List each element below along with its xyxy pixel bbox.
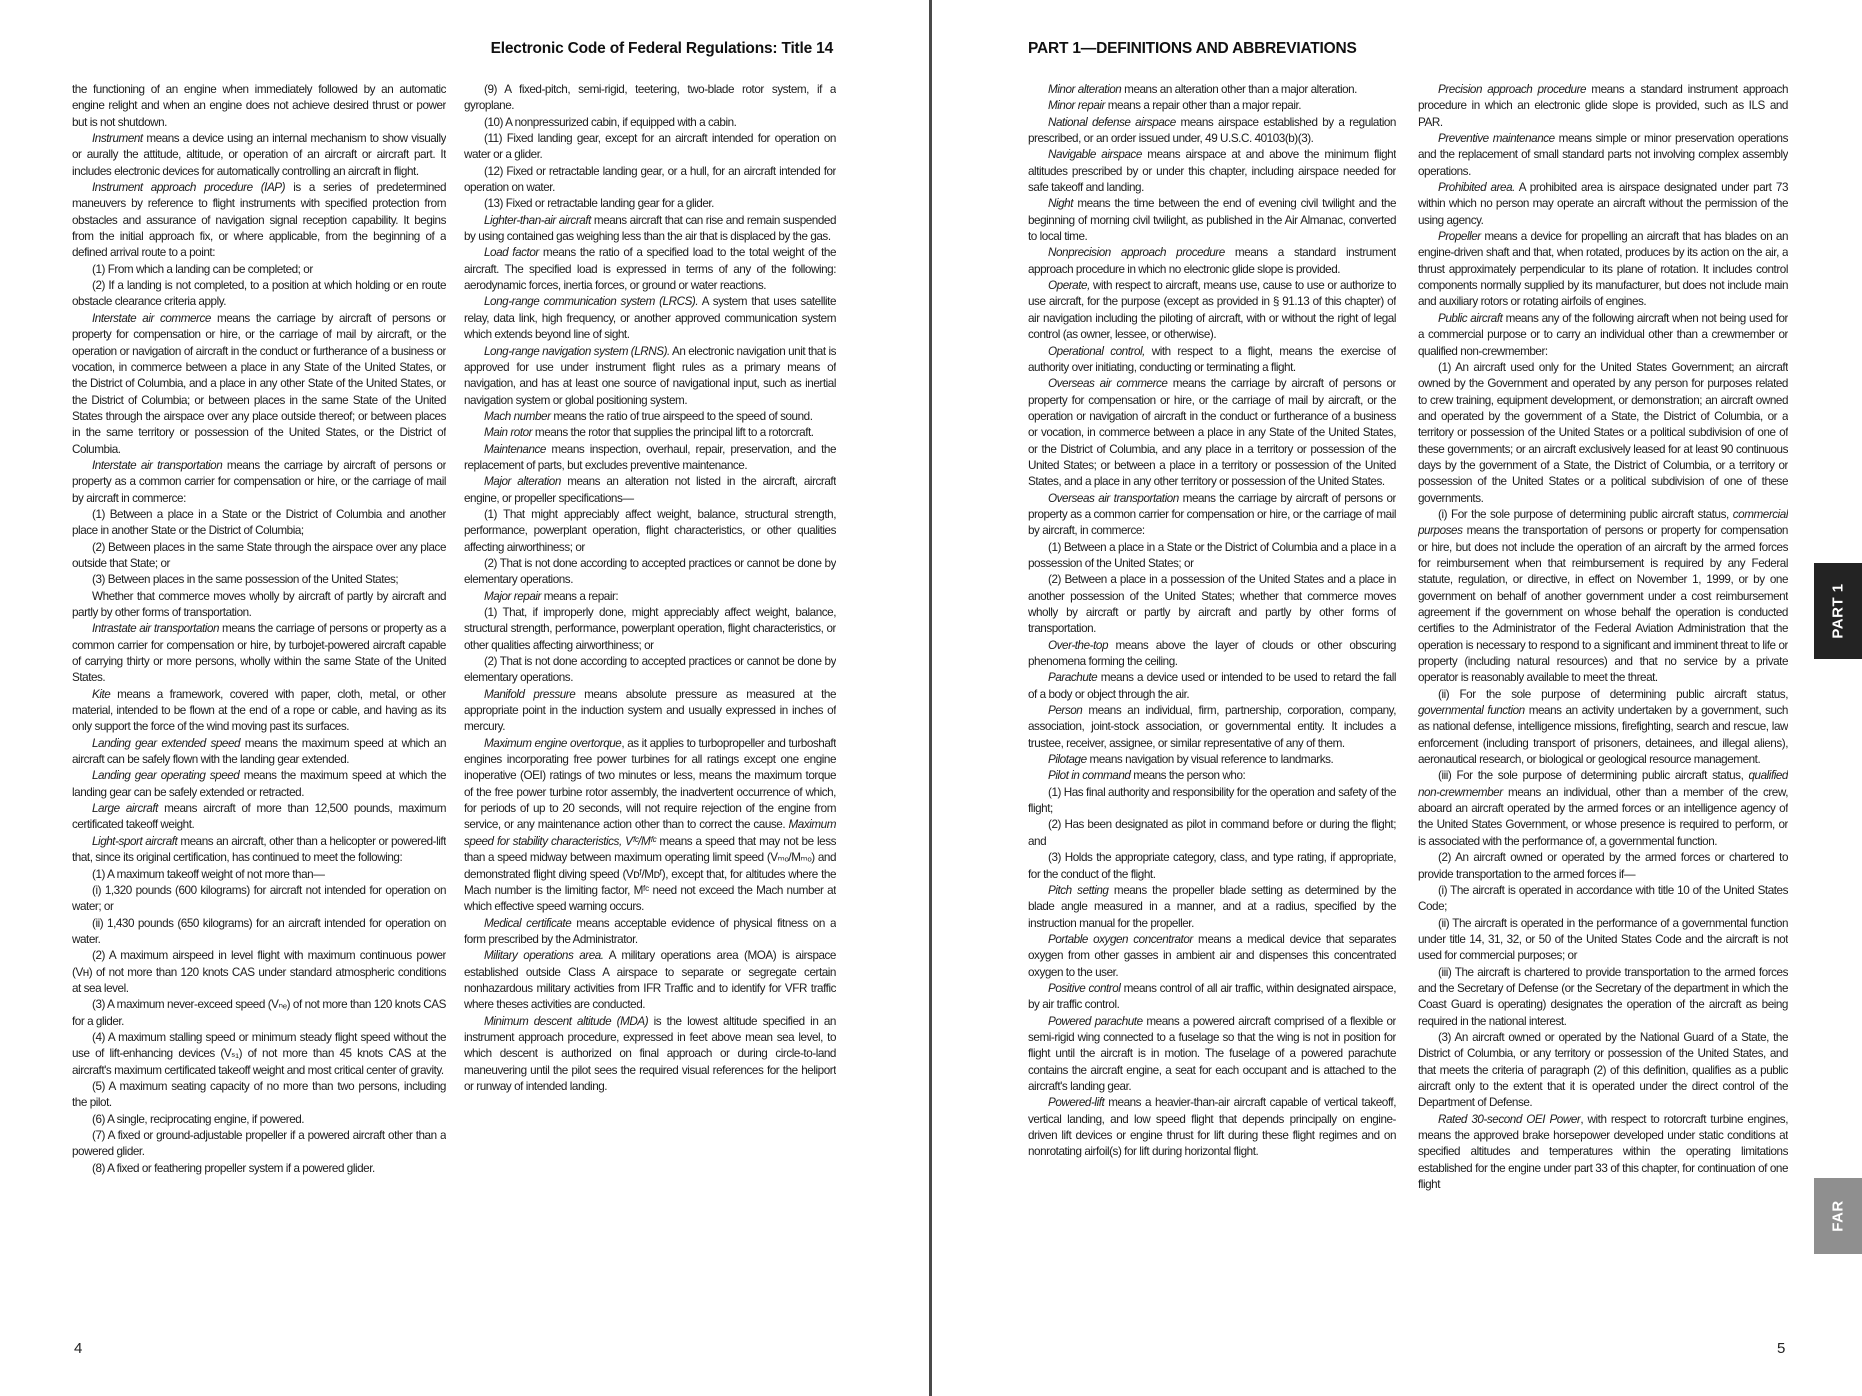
right-column-2 — [1418, 82, 1788, 1302]
definition-paragraph: Maximum engine overtorque, as it applies to turbopropeller and turboshaft engines incorporating free power turbines for all ratings except one engine inoperative (OEI) ratings of two minutes or less, means the maximum torque of the free power turbine rotor assembly, the inadvertent occurrence of which, for periods of up to 20 seconds, will not require rejection of the engine from service, or any maintenance action other than to correct the cause. Maximum speed for stability characteristics, Vᶠᶜ/Mᶠᶜ means a speed that may not be less than a speed midway between maximum operating limit speed (Vₘₒ/Mₘₒ) and demonstrated flight diving speed (Vᴅᶠ/Mᴅᶠ), except that, for altitudes where the Mach number is the limiting factor, Mᶠᶜ need not exceed the Mach number at which effective speed warning occurs. — [464, 736, 836, 914]
definition-paragraph: Interstate air transportation means the carriage by aircraft of persons or property as a common carrier for compensation or hire, or the carriage of mail by aircraft in commerce: — [72, 458, 446, 505]
defined-term: Person — [1048, 704, 1083, 718]
definition-paragraph: Minor repair means a repair other than a major repair. — [1048, 99, 1302, 113]
text-paragraph: (4) A maximum stalling speed or minimum steady flight speed without the use of lift-enhancing devices (Vₛ₁) of not more than 45 knots CAS at the aircraft's maximum certificated takeoff weight and most critical center of gravity. — [72, 1030, 446, 1077]
part-1-tab[interactable] — [1814, 563, 1862, 659]
defined-term: Interstate air commerce — [92, 311, 211, 325]
definition-paragraph: Minor alteration means an alteration other than a major alteration. — [1048, 83, 1357, 96]
definition-paragraph: Overseas air commerce means the carriage by aircraft of persons or property for compensation or hire, or the carriage of mail by aircraft, or the operation or navigation of aircraft in the conduct or furtherance of a business or vocation, in commerce between a place in any State of the United States, or the District of Columbia, and any place in a territory or possession of the United States; or between a place in a territory or possession of the United States, and a place in any other territory or possession of the United States. — [1028, 377, 1396, 489]
definition-paragraph: Pilotage means navigation by visual reference to landmarks. — [1048, 753, 1334, 767]
definition-paragraph: Kite means a framework, covered with paper, cloth, metal, or other material, intended to be flown at the end of a rope or cable, and having as its only support the force of the wind moving past its surfaces. — [72, 687, 446, 734]
definition-paragraph: Nonprecision approach procedure means a standard instrument approach procedure in which no electronic glide slope is provided. — [1028, 246, 1396, 276]
defined-term: Minimum descent altitude (MDA) — [484, 1014, 649, 1028]
defined-term: National defense airspace — [1048, 115, 1176, 129]
definition-paragraph: Preventive maintenance means simple or minor preservation operations and the replacement of small standard parts not involving complex assembly operations. — [1418, 132, 1788, 178]
definition-paragraph: Night means the time between the end of evening civil twilight and the beginning of morning civil twilight, as published in the Air Almanac, converted to local time. — [1028, 197, 1396, 244]
definition-paragraph: Public aircraft means any of the following aircraft when not being used for a commercial purpose or to carry an individual other than a crewmember or qualified non-crewmember: — [1418, 311, 1788, 358]
text-paragraph: (2) Between a place in a possession of the United States and a place in another possession of the United States; whether that commerce moves wholly by aircraft or partly by aircraft and partly by other forms of transportation. — [1028, 573, 1396, 636]
defined-term: commercial purposes — [1418, 507, 1788, 538]
defined-term: Major alteration — [484, 475, 561, 489]
text-paragraph: (10) A nonpressurized cabin, if equipped with a cabin. — [484, 115, 737, 129]
definition-paragraph: Landing gear extended speed means the maximum speed at which an aircraft can be safely flown with the landing gear extended. — [72, 736, 446, 767]
definition-paragraph: Navigable airspace means airspace at and above the minimum flight altitudes prescribed by or under this chapter, including airspace needed for safe takeoff and landing. — [1028, 148, 1396, 195]
defined-term: Operate, — [1048, 279, 1090, 293]
definition-paragraph: Over-the-top means above the layer of clouds or other obscuring phenomena forming the ceiling. — [1028, 638, 1396, 669]
defined-term: Propeller — [1438, 230, 1481, 244]
text-paragraph: (ii) For the sole purpose of determining public aircraft status, governmental function means an activity undertaken by a government, such as national defense, intelligence missions, firefighting, search and rescue, law enforcement (including transport of prisoners, detainees, and illegal aliens), aeronautical research, or biological or geological resource management. — [1418, 687, 1788, 767]
defined-term: Powered parachute — [1048, 1014, 1143, 1028]
definition-paragraph: Prohibited area. A prohibited area is airspace designated under part 73 within which no person may operate an aircraft without the permission of the using agency. — [1418, 181, 1788, 227]
text-paragraph: (2) A maximum airspeed in level flight with maximum continuous power (Vʜ) of not more than 120 knots CAS under standard atmospheric conditions at sea level. — [72, 949, 446, 995]
defined-term: Positive control — [1048, 981, 1121, 995]
text-paragraph: (iii) For the sole purpose of determining public aircraft status, qualified non-crewmember means an individual, other than a member of the crew, aboard an aircraft operated by the armed forces or an intelligence agency of the United States Government, or whose presence is required to perform, or is associated with the performance of, a governmental function. — [1418, 769, 1788, 848]
defined-term: Maintenance — [484, 442, 546, 456]
definition-paragraph: Powered parachute means a powered aircraft comprised of a flexible or semi-rigid wing connected to a fuselage so that the wing is not in position for flight until the aircraft is in motion. The fuselage of a powered parachute contains the aircraft engine, a seat for each occupant and is attached to the aircraft's landing gear. — [1028, 1014, 1396, 1093]
defined-term: Load factor — [484, 246, 539, 260]
defined-term: Pilotage — [1048, 753, 1087, 767]
defined-term: Pitch setting — [1048, 883, 1109, 897]
definition-paragraph: Major alteration means an alteration not listed in the aircraft, aircraft engine, or propeller specifications— — [464, 475, 836, 505]
defined-term: Kite — [92, 687, 111, 701]
text-paragraph: Whether that commerce moves wholly by aircraft of partly by aircraft and partly by other forms of transportation. — [72, 589, 446, 619]
defined-term: Instrument — [92, 132, 143, 146]
text-paragraph: (3) Holds the appropriate category, class, and type rating, if appropriate, for the conduct of the flight. — [1028, 851, 1396, 881]
text-paragraph: (iii) The aircraft is chartered to provide transportation to the armed forces and the Secretary of Defense (or the Secretary of the department in which the Coast Guard is operating) designates the operation of the aircraft as being required in the national interest. — [1418, 965, 1788, 1028]
text-paragraph: (ii) The aircraft is operated in the performance of a governmental function under title 14, 31, 32, or 50 of the United States Code and the aircraft is not used for commercial purposes; or — [1418, 916, 1788, 963]
right-column-1 — [1028, 82, 1396, 1302]
definition-paragraph: Main rotor means the rotor that supplies the principal lift to a rotorcraft. — [484, 426, 814, 440]
definition-paragraph: Operate, with respect to aircraft, means use, cause to use or authorize to use aircraft, for the purpose (except as provided in § 91.13 of this chapter) of air navigation including the piloting of aircraft, with or without the right of legal control (as owner, lessee, or otherwise). — [1028, 279, 1396, 342]
defined-term: Landing gear extended speed — [92, 736, 241, 750]
definition-paragraph: Portable oxygen concentrator means a medical device that separates oxygen from other gasses in ambient air and dispenses this concentrated oxygen to the user. — [1028, 932, 1396, 979]
defined-term: Mach number — [484, 409, 551, 423]
definition-paragraph: Lighter-than-air aircraft means aircraft that can rise and remain suspended by using contained gas weighing less than the air that is displaced by the gas. — [464, 213, 836, 244]
text-paragraph: (12) Fixed or retractable landing gear, or a hull, for an aircraft intended for operation on water. — [464, 164, 836, 195]
definition-paragraph: National defense airspace means airspace established by a regulation prescribed, or an order issued under, 49 U.S.C. 40103(b)(3). — [1028, 115, 1396, 146]
text-paragraph: (i) For the sole purpose of determining public aircraft status, commercial purposes means the transportation of persons or property for compensation or hire, but does not include the operation of an aircraft by the armed forces for reimbursement when that reimbursement is required by any Federal statute, regulation, or directive, in effect on November 1, 1999, or by one government on behalf of another government under a cost reimbursement agreement if the government on whose behalf the operation is conducted certifies to the Administrator of the Federal Aviation Administration that the operation is necessary to respond to a significant and imminent threat to life or property (including natural resources) and that no service by a private operator is reasonably available to meet the threat. — [1418, 507, 1788, 685]
page-number-right: 5 — [1777, 1340, 1786, 1357]
text-paragraph: (11) Fixed landing gear, except for an aircraft intended for operation on water or a glider. — [464, 132, 836, 162]
text-paragraph: (1) Between a place in a State or the District of Columbia and another place in another State or the District of Columbia; — [72, 507, 446, 538]
defined-term: qualified non-crewmember — [1418, 769, 1788, 799]
text-paragraph: (8) A fixed or feathering propeller system if a powered glider. — [92, 1161, 375, 1175]
defined-term: Overseas air transportation — [1048, 491, 1179, 505]
running-head-left: Electronic Code of Federal Regulations: Title 14 — [490, 40, 833, 57]
definition-paragraph: Operational control, with respect to a flight, means the exercise of authority over initiating, conducting or terminating a flight. — [1028, 344, 1396, 374]
definition-paragraph: Major repair means a repair: — [484, 589, 619, 603]
text-paragraph: (7) A fixed or ground-adjustable propeller if a powered aircraft other than a powered glider. — [72, 1129, 446, 1159]
defined-term: Instrument approach procedure (IAP) — [92, 181, 286, 195]
text-paragraph: (1) An aircraft used only for the United States Government; an aircraft owned by the Government and operated by any person for purposes related to crew training, equipment development, or demonstration; an aircraft owned and operated by the government of a State, the District of Columbia, or a territory or possession of the United States or a political subdivision of one of these governments; or an aircraft exclusively leased for at least 90 continuous days by the government of a State, the District of Columbia, or a territory or possession of the United States or a political subdivision of one of these governments. — [1418, 360, 1788, 505]
defined-term: Military operations area. — [484, 949, 604, 963]
defined-term: Operational control, — [1048, 344, 1145, 358]
defined-term: Powered-lift — [1048, 1096, 1105, 1110]
defined-term: Landing gear operating speed — [92, 769, 240, 783]
defined-term: Light-sport aircraft — [92, 834, 178, 848]
definition-paragraph: Medical certificate means acceptable evidence of physical fitness on a form prescribed by the Administrator. — [464, 916, 836, 946]
text-paragraph: (1) Has final authority and responsibility for the operation and safety of the flight; — [1028, 785, 1396, 816]
text-paragraph: (1) That might appreciably affect weight, balance, structural strength, performance, powerplant operation, flight characteristics, or other qualities affecting airworthiness; or — [464, 507, 836, 554]
definition-paragraph: Person means an individual, firm, partnership, corporation, company, association, joint-stock association, or governmental entity. It includes a trustee, receiver, assignee, or similar representative of any of them. — [1028, 704, 1396, 750]
defined-term: Portable oxygen concentrator — [1048, 932, 1193, 946]
definition-paragraph: Large aircraft means aircraft of more than 12,500 pounds, maximum certificated takeoff weight. — [72, 802, 446, 832]
text-paragraph: (3) Between places in the same possession of the United States; — [92, 573, 399, 587]
text-paragraph: (i) 1,320 pounds (600 kilograms) for aircraft not intended for operation on water; or — [72, 883, 446, 914]
text-paragraph: (2) Has been designated as pilot in command before or during the flight; and — [1028, 818, 1396, 848]
definition-paragraph: Load factor means the ratio of a specified load to the total weight of the aircraft. The specified load is expressed in terms of any of the following: aerodynamic forces, inertia forces, or ground or water reactions. — [464, 246, 836, 293]
text-paragraph: (2) That is not done according to accepted practices or cannot be done by elementary operations. — [464, 556, 836, 587]
left-page — [0, 0, 930, 1396]
defined-term: governmental function — [1418, 704, 1525, 718]
text-paragraph: (5) A maximum seating capacity of no more than two persons, including the pilot. — [72, 1079, 446, 1110]
defined-term: Over-the-top — [1048, 638, 1108, 652]
text-paragraph: (3) A maximum never-exceed speed (Vₙₑ) of not more than 120 knots CAS for a glider. — [72, 998, 446, 1028]
right-page — [932, 0, 1862, 1396]
far-tab-label: FAR — [1829, 1200, 1847, 1232]
definition-paragraph: Positive control means control of all air traffic, within designated airspace, by air traffic control. — [1028, 981, 1396, 1012]
definition-paragraph: Rated 30-second OEI Power, with respect to rotorcraft turbine engines, means the approved brake horsepower developed under static conditions at specified altitudes and temperatures within the operating limitations established for the engine under part 33 of this chapter, for continuation of one flight — [1418, 1112, 1788, 1192]
defined-term: Manifold pressure — [484, 687, 576, 701]
definition-paragraph: Interstate air commerce means the carriage by aircraft of persons or property for compensation or hire, or the carriage of mail by aircraft, or the operation or navigation of aircraft in the conduct or furtherance of a business or vocation, in commerce between a place in any State of the United States, or the District of Columbia, and a place in any other State of the United States, or the District of Columbia; or between places in the same State of the United States through the airspace over any place outside thereof; or between places in the same territory or possession of the United States, or the District of Columbia. — [72, 311, 446, 456]
running-head-right: PART 1—DEFINITIONS AND ABBREVIATIONS — [1028, 40, 1357, 57]
left-column-2 — [464, 82, 836, 1302]
defined-term: Medical certificate — [484, 916, 572, 930]
defined-term: Long-range navigation system (LRNS). — [484, 344, 670, 358]
definition-paragraph: Intrastate air transportation means the carriage of persons or property as a common carrier for compensation or hire, by turbojet-powered aircraft capable of carrying thirty or more persons, wholly within the same State of the United States. — [72, 622, 446, 685]
definition-paragraph: Light-sport aircraft means an aircraft, other than a helicopter or powered-lift that, since its original certification, has continued to meet the following: — [72, 834, 446, 865]
defined-term: Maximum speed for stability characteristics, Vᶠᶜ/Mᶠᶜ — [464, 818, 836, 848]
defined-term: Prohibited area. — [1438, 181, 1515, 195]
text-paragraph: the functioning of an engine when immediately followed by an automatic engine relight and when an engine does not achieve desired thrust or power but is not shutdown. — [72, 83, 446, 129]
page-number-left: 4 — [74, 1340, 83, 1357]
defined-term: Major repair — [484, 589, 541, 603]
defined-term: Maximum engine overtorque — [484, 736, 622, 750]
text-paragraph: (2) That is not done according to accepted practices or cannot be done by elementary operations. — [464, 655, 836, 685]
text-paragraph: (3) An aircraft owned or operated by the National Guard of a State, the District of Columbia, or any territory or possession of the United States, and that meets the criteria of paragraph (2) of this definition, qualifies as a public aircraft only to the extent that it is operated under the direct control of the Department of Defense. — [1418, 1030, 1788, 1110]
defined-term: Minor repair — [1048, 99, 1105, 113]
defined-term: Pilot in command — [1048, 769, 1131, 783]
definition-paragraph: Manifold pressure means absolute pressure as measured at the appropriate point in the induction system and usually expressed in inches of mercury. — [464, 687, 836, 734]
defined-term: Navigable airspace — [1048, 148, 1142, 162]
far-tab[interactable] — [1814, 1178, 1862, 1254]
definition-paragraph: Maintenance means inspection, overhaul, repair, preservation, and the replacement of parts, but excludes preventive maintenance. — [464, 442, 836, 472]
definition-paragraph: Propeller means a device for propelling an aircraft that has blades on an engine-driven shaft and that, when rotated, produces by its action on the air, a thrust approximately perpendicular to its plane of rotation. It includes control components normally supplied by its manufacturer, but does not include main and auxiliary rotors or rotating airfoils of engines. — [1418, 230, 1788, 309]
definition-paragraph: Parachute means a device used or intended to be used to retard the fall of a body or object through the air. — [1028, 671, 1396, 701]
definition-paragraph: Military operations area. A military operations area (MOA) is airspace established outside Class A airspace to separate or segregate certain nonhazardous military activities from IFR Traffic and to identify for VFR traffic where theses activities are conducted. — [464, 949, 836, 1012]
part-1-tab-label: PART 1 — [1829, 583, 1847, 639]
definition-paragraph: Mach number means the ratio of true airspeed to the speed of sound. — [484, 409, 813, 423]
defined-term: Preventive maintenance — [1438, 132, 1555, 146]
definition-paragraph: Powered-lift means a heavier-than-air aircraft capable of vertical takeoff, vertical landing, and low speed flight that depends principally on engine-driven lift devices or engine thrust for lift during these flight regimes and on nonrotating airfoil(s) for lift during horizontal flight. — [1028, 1096, 1396, 1159]
text-paragraph: (9) A fixed-pitch, semi-rigid, teetering, two-blade rotor system, if a gyroplane. — [464, 83, 836, 113]
defined-term: Rated 30-second OEI Power — [1438, 1112, 1581, 1126]
text-paragraph: (1) A maximum takeoff weight of not more than— — [92, 867, 325, 881]
definition-paragraph: Landing gear operating speed means the maximum speed at which the landing gear can be safely extended or retracted. — [72, 769, 446, 799]
text-paragraph: (6) A single, reciprocating engine, if powered. — [92, 1112, 305, 1126]
definition-paragraph: Instrument means a device using an internal mechanism to show visually or aurally the attitude, altitude, or operation of an aircraft or aircraft part. It includes electronic devices for automatically controlling an aircraft in flight. — [72, 132, 446, 178]
defined-term: Nonprecision approach procedure — [1048, 246, 1225, 260]
definition-paragraph: Pilot in command means the person who: — [1048, 769, 1246, 783]
text-paragraph: (ii) 1,430 pounds (650 kilograms) for an aircraft intended for operation on water. — [72, 916, 446, 946]
definition-paragraph: Long-range communication system (LRCS). A system that uses satellite relay, data link, high frequency, or another approved communication system which extends beyond line of sight. — [464, 295, 836, 342]
text-paragraph: (2) If a landing is not completed, to a position at which holding or en route obstacle clearance criteria apply. — [72, 279, 446, 309]
text-paragraph: (13) Fixed or retractable landing gear for a glider. — [484, 197, 714, 211]
text-paragraph: (1) From which a landing can be completed; or — [92, 262, 313, 276]
definition-paragraph: Minimum descent altitude (MDA) is the lowest altitude specified in an instrument approach procedure, expressed in feet above mean sea level, to which descent is authorized on final approach or during circle-to-land maneuvering until the pilot sees the required visual references for the heliport or runway of intended landing. — [464, 1014, 836, 1093]
defined-term: Minor alteration — [1048, 83, 1122, 96]
text-paragraph: (1) Between a place in a State or the District of Columbia and a place in a possession of the United States; or — [1028, 540, 1396, 570]
text-paragraph: (2) Between places in the same State through the airspace over any place outside that State; or — [72, 540, 446, 570]
defined-term: Parachute — [1048, 671, 1098, 685]
definition-paragraph: Overseas air transportation means the carriage by aircraft of persons or property as a common carrier for compensation or hire, or the carriage of mail by aircraft, in commerce: — [1028, 491, 1396, 538]
defined-term: Main rotor — [484, 426, 533, 440]
defined-term: Public aircraft — [1438, 311, 1503, 325]
definition-paragraph: Pitch setting means the propeller blade setting as determined by the blade angle measured in a manner, and at a radius, specified by the instruction manual for the propeller. — [1028, 883, 1396, 930]
defined-term: Lighter-than-air aircraft — [484, 213, 591, 227]
defined-term: Long-range communication system (LRCS). — [484, 295, 699, 309]
definition-paragraph: Instrument approach procedure (IAP) is a series of predetermined maneuvers by reference to flight instruments with specified protection from obstacles and assurance of navigation signal reception capability. It begins from the initial approach fix, or where applicable, from the beginning of a defined arrival route to a point: — [72, 181, 446, 260]
defined-term: Precision approach procedure — [1438, 83, 1587, 96]
text-paragraph: (1) That, if improperly done, might appreciably affect weight, balance, structural strength, performance, powerplant operation, flight characteristics, or other qualities affecting airworthiness; or — [464, 606, 836, 652]
text-paragraph: (2) An aircraft owned or operated by the armed forces or chartered to provide transportation to the armed forces if— — [1418, 851, 1788, 881]
defined-term: Intrastate air transportation — [92, 622, 220, 636]
left-column-1 — [72, 82, 446, 1302]
defined-term: Night — [1048, 197, 1074, 211]
defined-term: Overseas air commerce — [1048, 377, 1168, 391]
definition-paragraph: Long-range navigation system (LRNS). An electronic navigation unit that is approved for use under instrument flight rules as a primary means of navigation, and has at least one source of navigational input, such as inertial navigation system or global positioning system. — [464, 344, 836, 407]
defined-term: Large aircraft — [92, 802, 158, 816]
defined-term: Interstate air transportation — [92, 458, 223, 472]
definition-paragraph: Precision approach procedure means a standard instrument approach procedure in which an electronic glide slope is provided, such as ILS and PAR. — [1418, 83, 1788, 129]
text-paragraph: (i) The aircraft is operated in accordance with title 10 of the United States Code; — [1418, 883, 1788, 914]
